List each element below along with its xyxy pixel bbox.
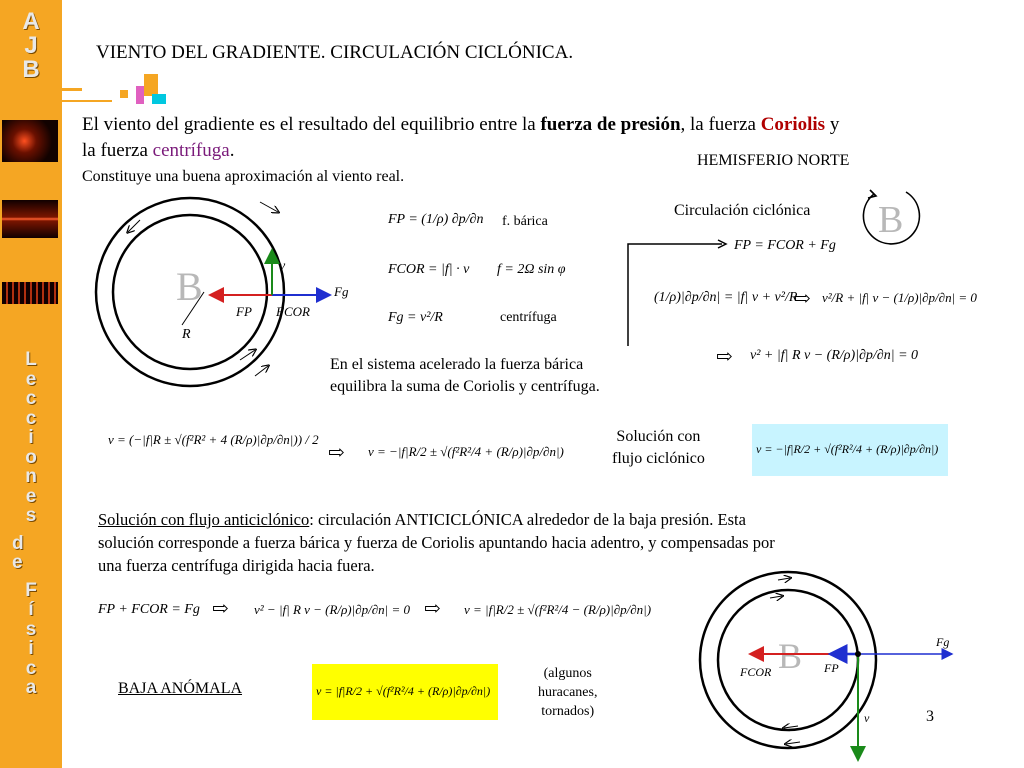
arrow-2: ⇨ [716,346,733,368]
intro-text: , la fuerza [680,114,761,135]
sidebar-letter: L [25,349,37,370]
eq-fg: Fg = v²/R [388,310,443,325]
eq-fp: FP = (1/ρ) ∂p/∂n [388,212,484,227]
acelerado-line: equilibra la suma de Coriolis y centrífuga. [330,378,600,395]
intro-centrifuga: centrífuga [152,140,230,161]
circulacion-ciclonica-label: Circulación ciclónica [674,202,811,219]
huracanes-line: tornados) [541,704,595,719]
eq-fcor: FCOR = |f| · v [388,262,470,277]
sidebar-leccionesdefisica [0,350,62,698]
intro-text: El viento del gradiente es el resultado del equilibrio entre la [82,114,541,135]
sol-general: v = (−|f|R ± √(f²R² + 4 (R/ρ)|∂p/∂n|)) / 2 [108,432,319,447]
anomala-box: v = |f|R/2 + √(f²R²/4 + (R/ρ)|∂p/∂n|) [312,664,498,720]
sidebar-letter: J [24,32,38,59]
eq-f: f = 2Ω sin φ [497,262,566,277]
anti-eq-1: FP + FCOR = Fg [98,602,200,617]
intro-note: Constituye una buena aproximación al viento real. [82,168,405,185]
eq-3: v² + |f| R v − (R/ρ)|∂p/∂n| = 0 [750,348,919,363]
arrow-3: ⇨ [328,442,345,464]
page-title: VIENTO DEL GRADIENTE. CIRCULACIÓN CICLÓNICA. [96,42,574,63]
sidebar-thumbnail-2 [2,200,58,238]
sidebar-thumbnail-1 [2,120,58,162]
solucion-line: flujo ciclónico [612,450,705,467]
sidebar-letter: n [25,466,37,487]
anti-fg-label: Fg [936,635,950,649]
anti-v-label: v [864,711,870,725]
sidebar-letter: i [28,427,34,448]
anti-fcor-label: FCOR [740,665,772,679]
anti-fp-label: FP [824,661,839,675]
sidebar-letter: i [28,638,34,659]
eq-2: v²/R + |f| v − (1/ρ)|∂p/∂n| = 0 [822,290,977,305]
baja-anomala-label: BAJA ANÓMALA [118,680,243,697]
sidebar-letter: e [12,552,23,573]
anticiclonico-paragraph [98,508,775,577]
arrow-4: ⇨ [212,598,229,620]
huracanes-note [538,664,597,721]
sidebar-letter: F [25,579,37,601]
intro-text: . [229,140,235,161]
acelerado-text [330,354,600,398]
sidebar-letter: c [25,407,37,429]
cyclonic-b: B [878,199,904,241]
eq-balance: FP = FCOR + Fg [734,238,836,253]
sidebar-letter: A [22,8,40,35]
eq-1: (1/ρ)|∂p/∂n| = |f| v + v²/R [654,290,798,305]
sol-ciclonico-box: v = −|f|R/2 + √(f²R²/4 + (R/ρ)|∂p/∂n|) [752,424,948,476]
radius-label: R [182,327,191,342]
arrow-1: ⇨ [794,288,811,310]
huracanes-line: huracanes, [538,685,598,700]
sidebar-letter: c [25,388,37,409]
sidebar-letter: í [28,599,34,620]
page-number: 3 [926,708,934,725]
sidebar-letter: s [25,505,37,526]
sidebar-logo-ajb [0,10,62,82]
fg-label: Fg [334,284,349,299]
cyclonic-diagram [90,190,360,405]
solucion-line: Solución con [616,428,701,445]
header-decoration [62,60,182,110]
intro-coriolis: Coriolis [760,114,826,135]
anticiclonico-text: solución corresponde a fuerza bárica y fuerza de Coriolis apuntando hacia adentro, y compensadas por [98,533,775,552]
acelerado-line: En el sistema acelerado la fuerza bárica [330,356,584,373]
v-label: v [279,259,286,274]
arrow-5: ⇨ [424,598,441,620]
hemisferio-label: HEMISFERIO NORTE [697,152,850,169]
sol-general-2: v = −|f|R/2 ± √(f²R²/4 + (R/ρ)|∂p/∂n|) [368,444,564,459]
sidebar-letter: e [25,368,37,390]
huracanes-line: (algunos [543,666,592,681]
sidebar-letter: e [25,485,37,507]
label-fbarica: f. bárica [502,214,548,229]
sidebar-thumbnail-3 [2,282,58,304]
fp-label: FP [236,304,252,319]
anti-center-b: B [778,636,803,676]
anti-eq-3: v = |f|R/2 ± √(f²R²/4 − (R/ρ)|∂p/∂n|) [464,602,652,617]
intro-text-bold: fuerza de presión [540,114,681,135]
fcor-label: FCOR [276,304,310,319]
intro-text: y [825,114,840,135]
intro-text: la fuerza [82,140,153,161]
anticiclonico-text: : circulación ANTICICLÓNICA alrededor de la baja presión. Esta [309,510,746,529]
sidebar-letter: d [12,532,24,554]
sidebar-letter: a [25,677,37,698]
solucion-ciclonico-label [612,426,705,470]
sidebar-letter: o [25,446,37,468]
sidebar-letter: c [25,657,37,679]
anti-eq-2: v² − |f| R v − (R/ρ)|∂p/∂n| = 0 [254,602,411,617]
label-centrifuga: centrífuga [500,310,557,325]
anticiclonico-heading: Solución con flujo anticiclónico [98,510,310,529]
anticyclonic-diagram [690,566,960,766]
center-b: B [176,264,203,309]
anticiclonico-text: una fuerza centrífuga dirigida hacia fuera. [98,556,375,575]
sidebar-letter: s [25,618,37,640]
sidebar-letter: B [22,56,40,83]
cyclonic-icon [856,184,926,248]
